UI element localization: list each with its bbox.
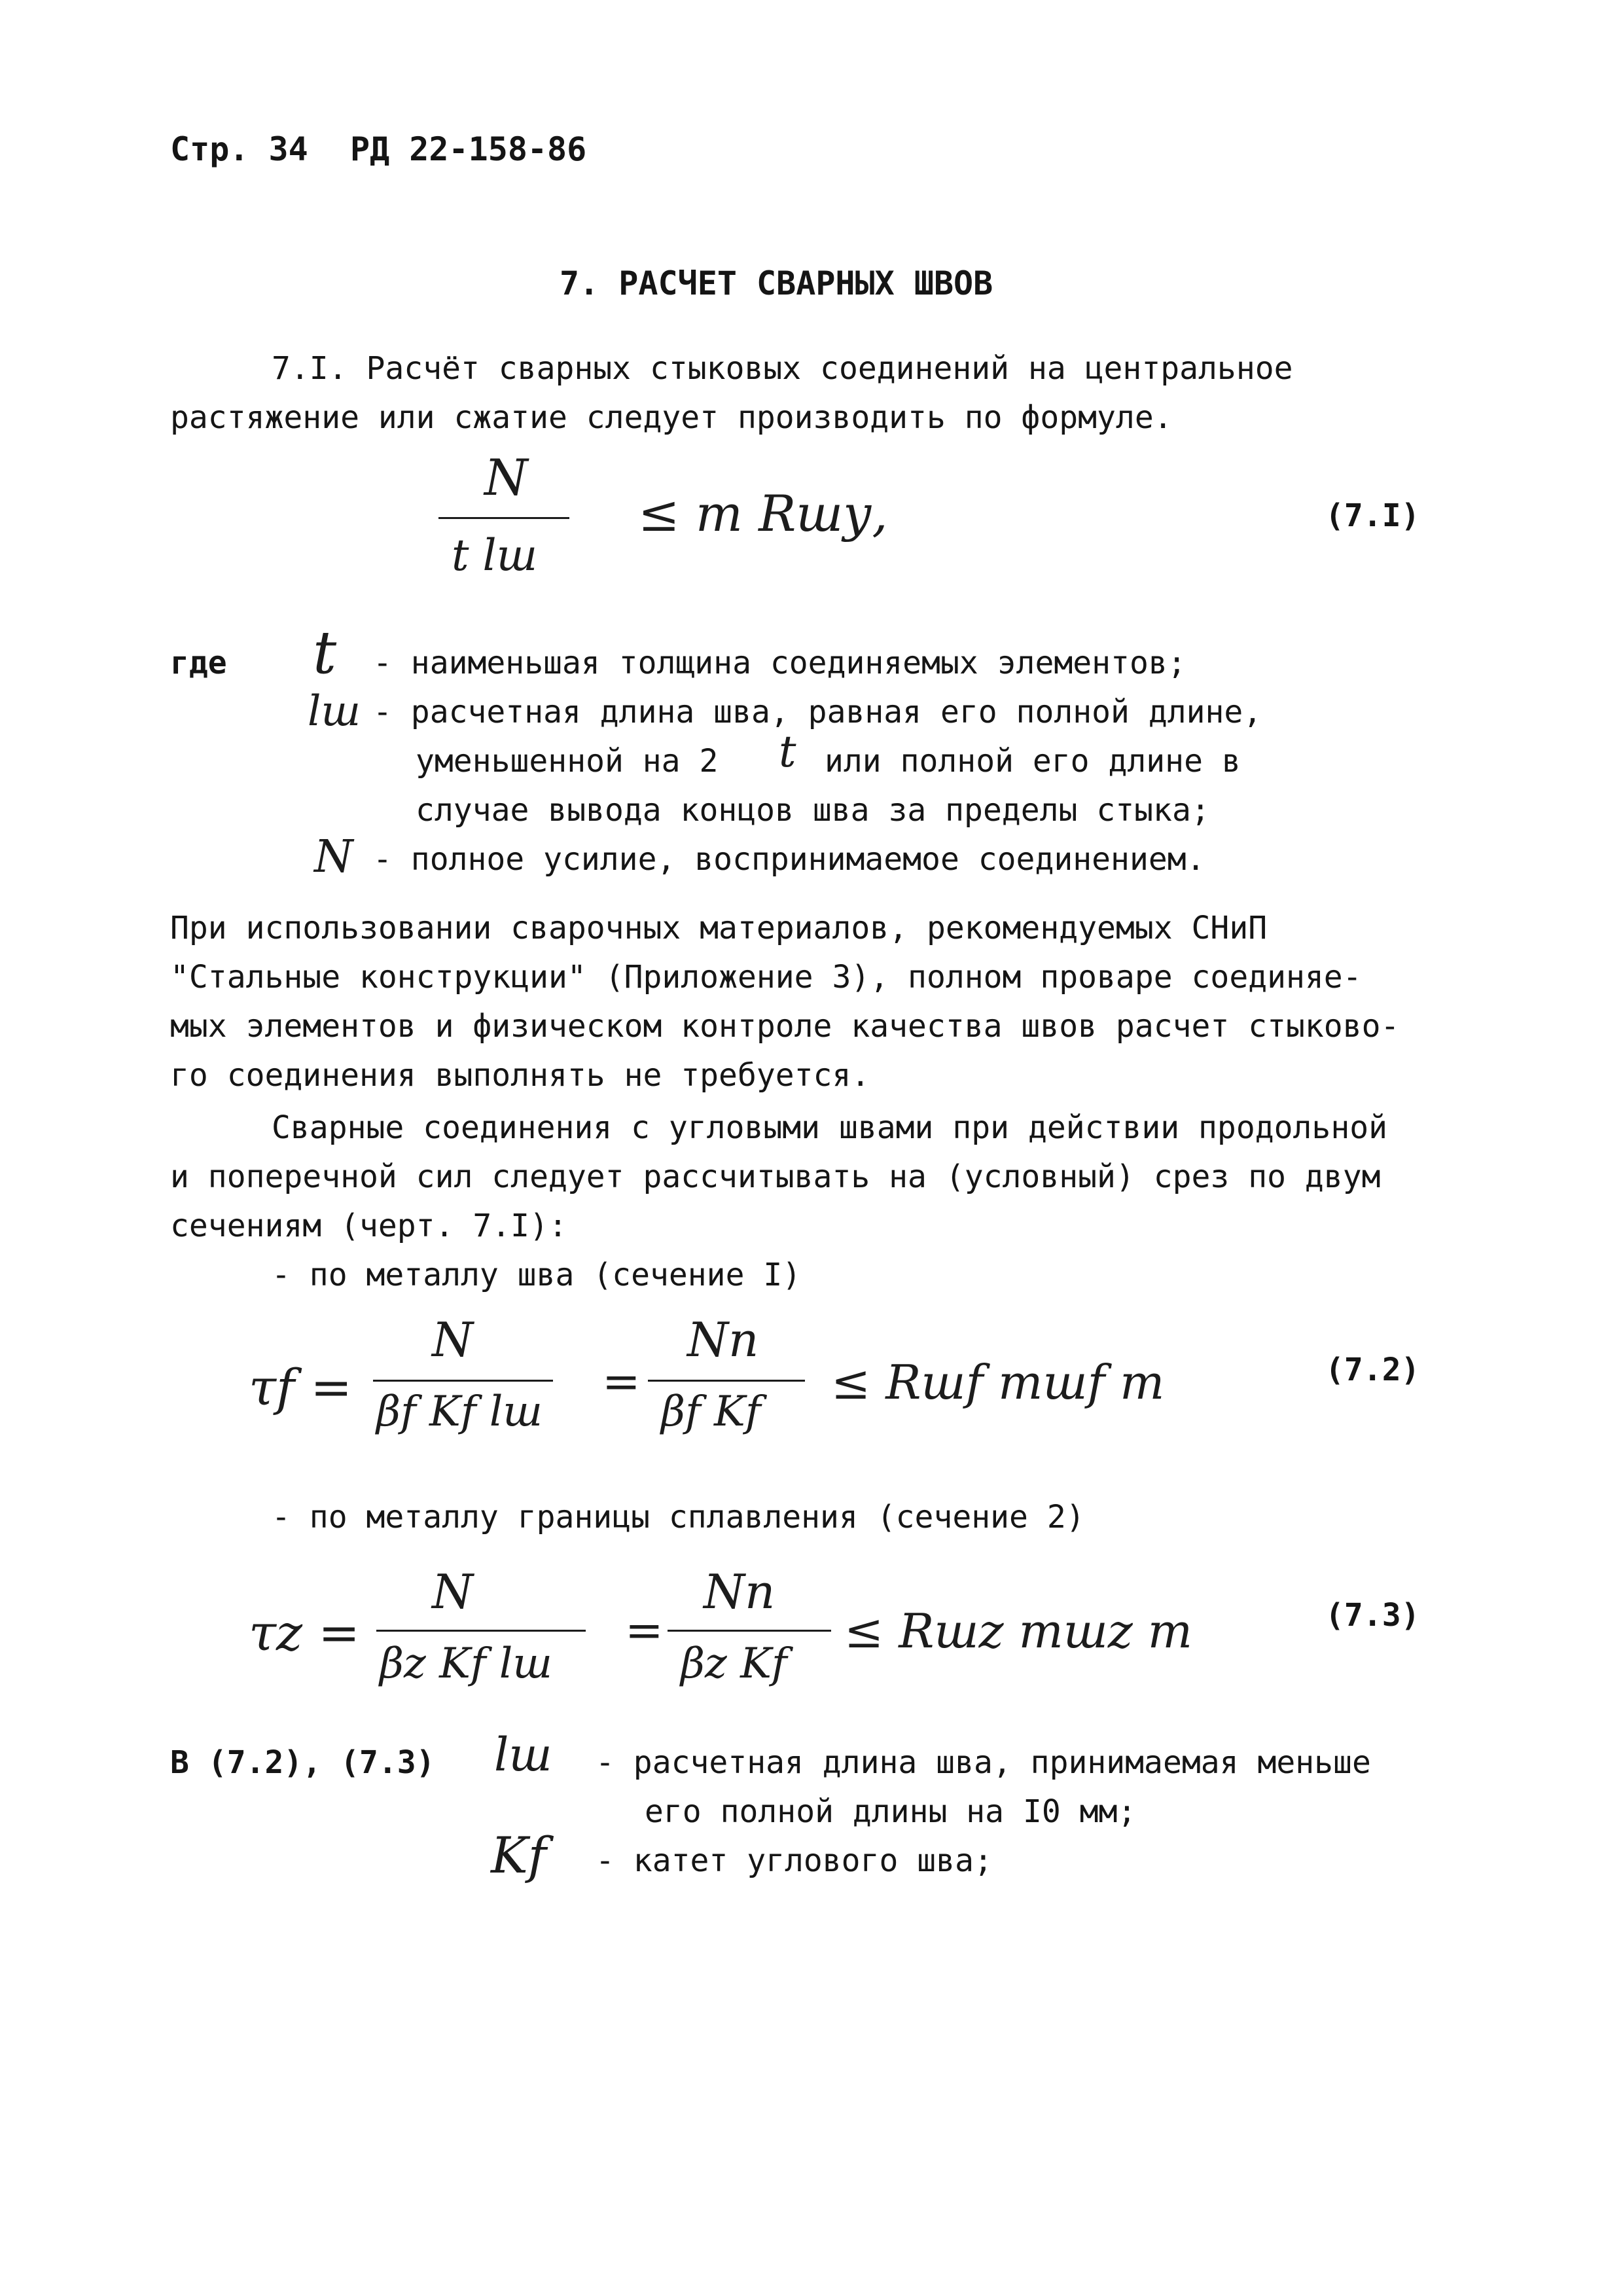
formula-7-1-label: (7.I) — [1325, 497, 1420, 534]
final-symbol-lw: lш — [494, 1728, 552, 1782]
symbol-n: N — [314, 831, 353, 883]
lw-description-line-1: - расчетная длина шва, равная его полной длине, — [373, 694, 1262, 730]
where-word: где — [170, 645, 227, 681]
formula-7-2-numerator-2: Nn — [687, 1312, 759, 1367]
formula-7-3-fraction-bar-2 — [668, 1630, 831, 1632]
symbol-t-inline: t — [779, 726, 796, 777]
formula-7-2-denominator-2: βf Kf — [661, 1388, 761, 1436]
formula-7-3-numerator-1: N — [432, 1564, 473, 1619]
lw-description-line-2b: или полной его длине в — [825, 743, 1241, 780]
n-description: - полное усилие, воспринимаемое соединением. — [373, 841, 1205, 878]
snip-para-line-4: го соединения выполнять не требуется. — [170, 1057, 870, 1094]
formula-7-2-numerator-1: N — [432, 1312, 473, 1367]
snip-para-line-2: "Стальные конструкции" (Приложение 3), полном проваре соединяе- — [170, 959, 1362, 996]
formula-7-3-denominator-1: βz Kf lш — [380, 1640, 552, 1688]
formula-7-2-right-side: ≤ Rшf mшf m — [831, 1355, 1165, 1410]
formula-7-3-denominator-2: βz Kf — [681, 1640, 787, 1688]
symbol-lw: lш — [308, 687, 361, 736]
formula-7-1-right-side: ≤ m Rшу, — [638, 484, 888, 543]
formula-7-3-equals: = — [625, 1604, 664, 1657]
formula-7-2-equals: = — [602, 1355, 641, 1408]
formula-7-2-label: (7.2) — [1325, 1352, 1420, 1388]
formula-7-1-numerator: N — [484, 448, 528, 507]
page-reference: Стр. 34 — [170, 130, 308, 168]
formula-7-3-numerator-2: Nn — [704, 1564, 776, 1619]
snip-para-line-3: мых элементов и физическом контроле качества швов расчет стыково- — [170, 1008, 1400, 1045]
final-reference: В (7.2), (7.3) — [170, 1744, 435, 1781]
formula-7-3-fraction-bar-1 — [376, 1630, 586, 1632]
formula-7-3-lhs: τz = — [249, 1604, 360, 1662]
symbol-t: t — [313, 619, 337, 687]
item-fusion-boundary: - по металлу границы сплавления (сечение 2) — [272, 1499, 1085, 1535]
fillet-para-line-2: и поперечной сил следует рассчитывать на (условный) срез по двум — [170, 1158, 1381, 1195]
formula-7-2-fraction-bar-2 — [648, 1380, 805, 1382]
section-title: 7. РАСЧЕТ СВАРНЫХ ШВОВ — [560, 264, 993, 302]
document-code: РД 22-158-86 — [350, 130, 587, 168]
formula-7-2-denominator-1: βf Kf lш — [376, 1388, 543, 1436]
formula-7-1-fraction-bar — [438, 517, 569, 519]
lw-description-line-2a: уменьшенной на 2 — [416, 743, 719, 780]
formula-7-3-label: (7.3) — [1325, 1597, 1420, 1634]
t-description: - наименьшая толщина соединяемых элементов; — [373, 645, 1186, 681]
formula-7-2-fraction-bar-1 — [373, 1380, 553, 1382]
fillet-para-line-3: сечениям (черт. 7.I): — [170, 1208, 567, 1244]
lw-description-line-3: случае вывода концов шва за пределы стыка; — [416, 792, 1210, 829]
final-symbol-kf: Kf — [491, 1826, 546, 1884]
formula-7-2-lhs: τf = — [249, 1358, 353, 1416]
para-7-1-line-1: 7.I. Расчёт сварных стыковых соединений на центральное — [272, 350, 1293, 387]
fillet-para-line-1: Сварные соединения с угловыми швами при действии продольной — [272, 1109, 1388, 1146]
formula-7-1-denominator: t lш — [452, 530, 538, 581]
snip-para-line-1: При использовании сварочных материалов, рекомендуемых СНиП — [170, 910, 1268, 946]
item-weld-metal: - по металлу шва (сечение I) — [272, 1257, 802, 1293]
final-lw-description-line-1: - расчетная длина шва, принимаемая меньше — [596, 1744, 1371, 1781]
final-kf-description: - катет углового шва; — [596, 1842, 993, 1879]
final-lw-description-line-2: его полной длины на I0 мм; — [645, 1793, 1137, 1830]
para-7-1-line-2: растяжение или сжатие следует производить по формуле. — [170, 399, 1173, 436]
formula-7-3-right-side: ≤ Rшz mшz m — [844, 1604, 1193, 1659]
